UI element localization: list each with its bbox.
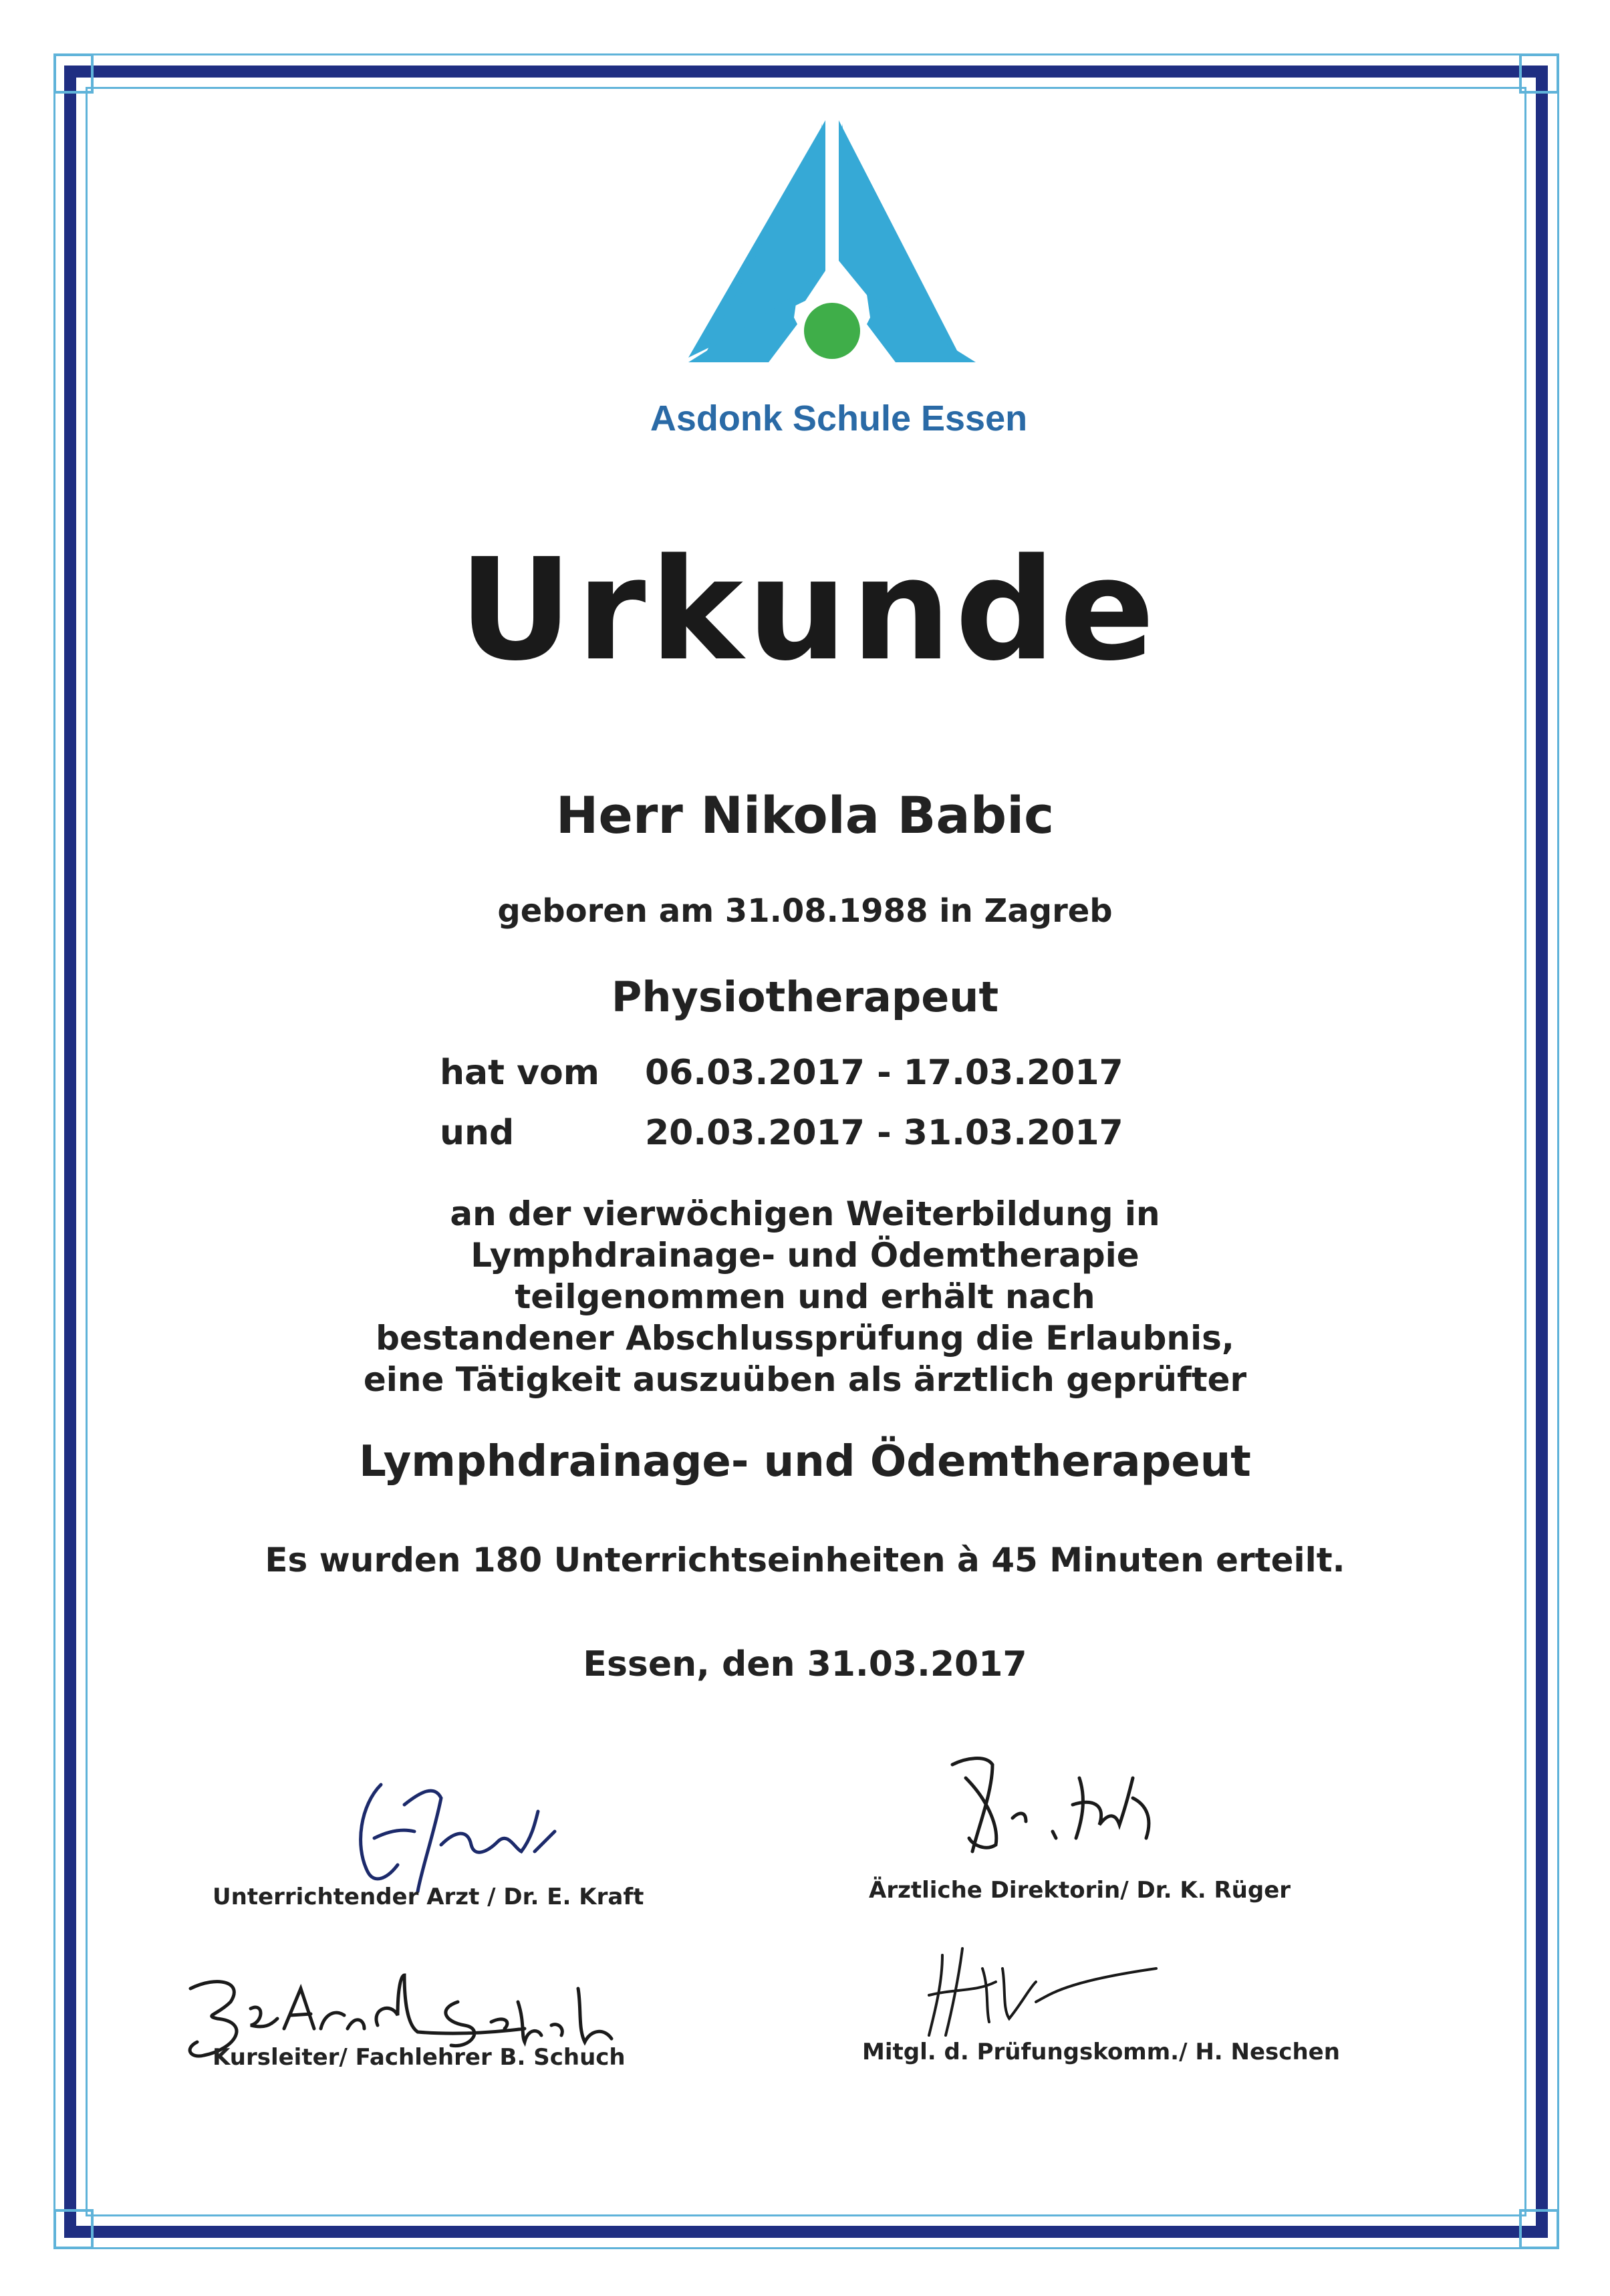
course-paragraph bbox=[134, 1193, 1476, 1400]
period-range-1: 06.03.2017 - 17.03.2017 bbox=[645, 1053, 1123, 1093]
border-corner-bottom-left bbox=[53, 2209, 94, 2249]
place-date: Essen, den 31.03.2017 bbox=[583, 1644, 1027, 1684]
signature-label-rueger: Ärztliche Direktorin/ Dr. K. Rüger bbox=[869, 1877, 1291, 1904]
signature-rueger bbox=[932, 1738, 1186, 1865]
signature-neschen bbox=[916, 1942, 1170, 2042]
recipient-name: Herr Nikola Babic bbox=[555, 785, 1055, 845]
profession: Physiotherapeut bbox=[611, 973, 999, 1021]
qualification: Lymphdrainage- und Ödemtherapeut bbox=[359, 1437, 1251, 1487]
paragraph-line: an der vierwöchigen Weiterbildung in bbox=[450, 1194, 1160, 1233]
period-range-2: 20.03.2017 - 31.03.2017 bbox=[645, 1113, 1123, 1153]
hours-line: Es wurden 180 Unterrichtseinheiten à 45 Minuten erteilt. bbox=[265, 1541, 1345, 1579]
paragraph-line: teilgenommen und erhält nach bbox=[515, 1277, 1095, 1316]
paragraph-line: eine Tätigkeit auszuüben als ärztlich geprüfter bbox=[363, 1360, 1247, 1399]
paragraph-line: bestandener Abschlussprüfung die Erlaubnis, bbox=[376, 1319, 1234, 1358]
period-label-1: hat vom bbox=[440, 1053, 599, 1093]
certificate-title: Urkunde bbox=[458, 528, 1159, 692]
border-corner-top-right bbox=[1519, 53, 1559, 94]
period-label-2: und bbox=[440, 1113, 515, 1153]
school-logo-icon bbox=[688, 120, 976, 368]
paragraph-line: Lymphdrainage- und Ödemtherapie bbox=[471, 1236, 1139, 1275]
school-name: Asdonk Schule Essen bbox=[650, 398, 1028, 438]
birth-line: geboren am 31.08.1988 in Zagreb bbox=[497, 892, 1113, 930]
signature-label-kraft: Unterrichtender Arzt / Dr. E. Kraft bbox=[213, 1884, 644, 1910]
signature-label-schuch: Kursleiter/ Fachlehrer B. Schuch bbox=[213, 2044, 626, 2071]
border-corner-bottom-right bbox=[1519, 2209, 1559, 2249]
signature-label-neschen: Mitgl. d. Prüfungskomm./ H. Neschen bbox=[862, 2039, 1340, 2065]
border-corner-top-left bbox=[53, 53, 94, 94]
